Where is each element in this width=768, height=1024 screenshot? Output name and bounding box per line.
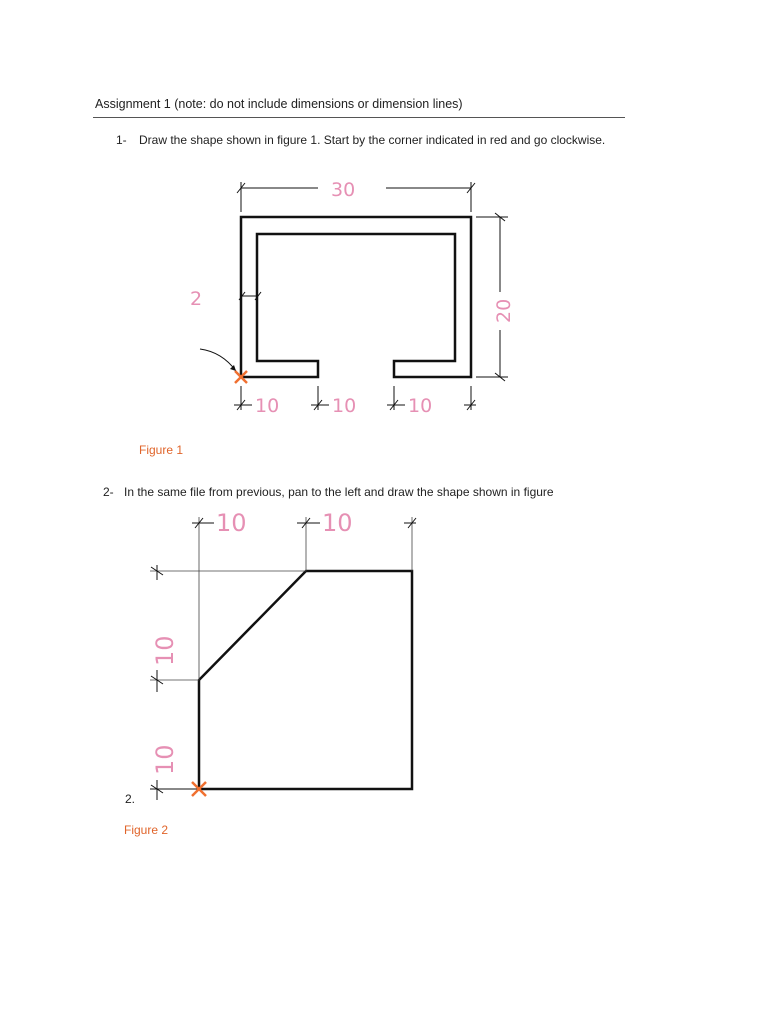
figure-1-dim-bottom-left-label: 10: [255, 395, 280, 417]
figure-1-dim-right-label: 20: [493, 298, 515, 323]
figure-1-outline: [241, 217, 471, 377]
figure-2-dim-left-upper-label: 10: [151, 635, 179, 666]
figure-2-dim-top-left-label: 10: [216, 509, 247, 537]
figure-2-dim-left-lower-label: 10: [151, 744, 179, 775]
figure-1-dim-thickness-label: 2: [190, 288, 203, 310]
figure-2-extension-lines: [150, 517, 412, 680]
figure-1-caption: Figure 1: [139, 443, 184, 457]
figure-1-dim-bottom-right-label: 10: [408, 395, 433, 417]
step-2-number: 2-: [103, 485, 114, 499]
step-1-number: 1-: [116, 133, 127, 147]
assignment-heading: Assignment 1 (note: do not include dimensions or dimension lines): [95, 97, 463, 111]
figure-1-dim-top: [237, 182, 475, 212]
figure-1-dim-right: [476, 213, 508, 381]
step-1-text: Draw the shape shown in figure 1. Start by the corner indicated in red and go clockwise.: [139, 133, 606, 147]
figure-1-dim-bottom-mid-label: 10: [332, 395, 357, 417]
figure-2-step-label: 2.: [125, 792, 136, 806]
figure-1-pointer-arrow: [200, 349, 236, 371]
figure-2-outline: [199, 571, 412, 789]
step-2-text: In the same file from previous, pan to the left and draw the shape shown in figure: [124, 485, 554, 499]
figure-2-caption: Figure 2: [124, 823, 169, 837]
figure-1-dim-top-label: 30: [331, 179, 356, 201]
figure-2-dim-top-right-label: 10: [322, 509, 353, 537]
